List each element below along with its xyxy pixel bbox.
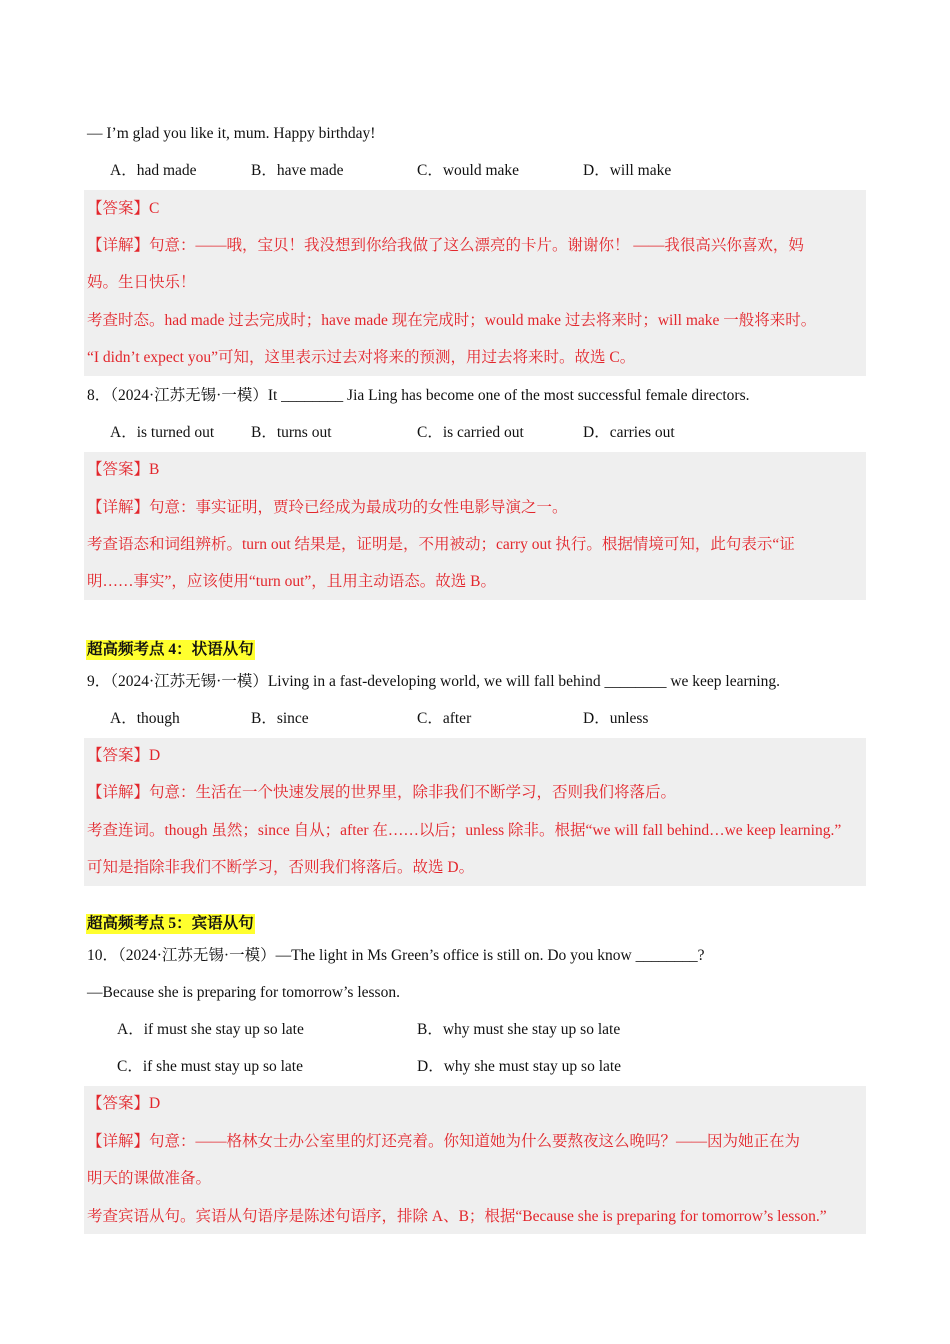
q7-option-a: A．had made [110, 162, 197, 179]
q8-option-c: C．is carried out [417, 424, 524, 441]
q7-detail-line4: “I didn’t expect you”可知，这里表示过去对将来的预测，用过去将来时。故选 C。 [87, 349, 636, 366]
section-heading-5: 超高频考点 5：宾语从句 [87, 915, 254, 932]
q10-dialogue-line: —Because she is preparing for tomorrow’s lesson. [87, 984, 400, 1001]
q9-option-b: B．since [251, 710, 309, 727]
q10-detail-line2: 明天的课做准备。 [87, 1170, 212, 1187]
q9-stem: 9．（2024·江苏无锡·一模）Living in a fast-developing world, we will fall behind ________ we keep learning. [87, 673, 781, 690]
q9-detail-line2: 考查连词。though 虽然；since 自从；after 在……以后；unless 除非。根据“we will fall behind…we keep learning.” [87, 822, 842, 839]
q10-detail-line3: 考查宾语从句。宾语从句语序是陈述句语序，排除 A、B；根据“Because she is preparing for tomorrow’s lesson.” [87, 1208, 827, 1225]
q9-option-d: D．unless [583, 710, 649, 727]
q10-option-a: A．if must she stay up so late [117, 1021, 304, 1038]
q10-stem: 10．（2024·江苏无锡·一模）—The light in Ms Green’s office is still on. Do you know ________? [87, 947, 705, 964]
q10-option-d: D．why she must stay up so late [417, 1058, 622, 1075]
q10-options [0, 1020, 950, 1080]
q7-dialogue-line: — I’m glad you like it, mum. Happy birthday! [87, 125, 376, 142]
q8-detail-line3: 明……事实”，应该使用“turn out”，且用主动语态。故选 B。 [87, 573, 497, 590]
q10-answer-block [84, 1086, 866, 1234]
q8-detail-line2: 考查语态和词组辨析。turn out 结果是，证明是，不用被动；carry out 执行。根据情境可知，此句表示“证 [87, 536, 795, 553]
q8-option-d: D．carries out [583, 424, 675, 441]
q8-option-a: A．is turned out [110, 424, 215, 441]
q9-answer-block [84, 738, 866, 886]
q9-option-c: C．after [417, 710, 472, 727]
q10-option-c: C．if she must stay up so late [117, 1058, 303, 1075]
q7-detail-line2: 妈。生日快乐！ [87, 274, 196, 291]
q7-answer-block [84, 190, 866, 376]
q7-detail-line1: 【详解】句意：——哦，宝贝！我没想到你给我做了这么漂亮的卡片。谢谢你！ ——我很高兴你喜欢，妈 [87, 237, 804, 254]
q8-option-b: B．turns out [251, 424, 332, 441]
q10-answer: 【答案】D [87, 1095, 161, 1112]
q10-detail-line1: 【详解】句意：——格林女士办公室里的灯还亮着。你知道她为什么要熬夜这么晚吗？——因为她正在为 [87, 1133, 801, 1150]
q10-option-b: B．why must she stay up so late [417, 1021, 621, 1038]
q9-answer: 【答案】D [87, 747, 161, 764]
q8-detail-line1: 【详解】句意：事实证明，贾玲已经成为最成功的女性电影导演之一。 [87, 499, 568, 516]
q9-detail-line3: 可知是指除非我们不断学习，否则我们将落后。故选 D。 [87, 859, 475, 876]
section-heading-4: 超高频考点 4：状语从句 [87, 641, 254, 658]
q9-detail-line1: 【详解】句意：生活在一个快速发展的世界里，除非我们不断学习，否则我们将落后。 [87, 784, 677, 801]
q7-option-c: C．would make [417, 162, 520, 179]
q7-detail-line3: 考查时态。had made 过去完成时；have made 现在完成时；would make 过去将来时；will make 一般将来时。 [87, 312, 817, 329]
q8-answer-block [84, 452, 866, 600]
q8-answer: 【答案】B [87, 461, 160, 478]
q7-option-d: D．will make [583, 162, 672, 179]
q9-option-a: A．though [110, 710, 180, 727]
q7-option-b: B．have made [251, 162, 344, 179]
q7-answer: 【答案】C [87, 200, 160, 217]
q8-stem: 8．（2024·江苏无锡·一模）It ________ Jia Ling has become one of the most successful female directors. [87, 387, 750, 404]
